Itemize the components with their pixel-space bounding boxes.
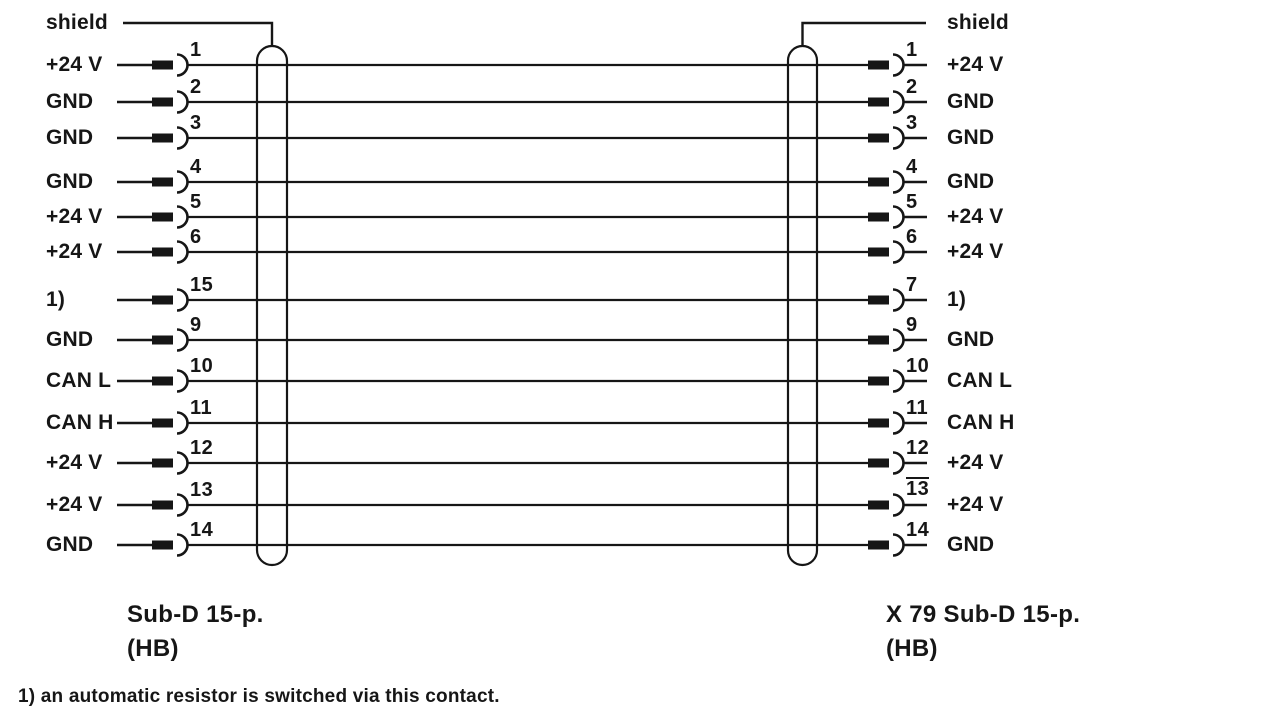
pin-label-right: GND [947, 533, 995, 556]
left-contact-crimp [152, 336, 173, 345]
right-contact-crimp [868, 501, 889, 510]
pin-number-right: 14 [906, 519, 930, 541]
right-contact-crimp [868, 336, 889, 345]
pin-label-right: GND [947, 90, 995, 113]
pin-label-left: GND [46, 328, 94, 351]
pin-number-right: 9 [906, 314, 918, 336]
pin-number-left: 11 [190, 397, 213, 419]
left-contact-crimp [152, 459, 173, 468]
pin-number-left: 13 [190, 479, 214, 501]
pin-number-right: 5 [906, 191, 918, 213]
right-contact-crimp [868, 178, 889, 187]
right-contact-socket [893, 413, 904, 434]
right-contact-socket [893, 128, 904, 149]
left-connector-type: (HB) [127, 635, 179, 662]
pin-label-left: GND [46, 126, 94, 149]
pin-label-left: +24 V [46, 493, 103, 516]
pin-label-right: GND [947, 126, 995, 149]
right-contact-crimp [868, 213, 889, 222]
pin-number-left: 2 [190, 76, 202, 98]
pin-number-right: 13 [906, 478, 930, 500]
right-contact-socket [893, 453, 904, 474]
pin-number-right: 4 [906, 156, 918, 178]
pin-number-left: 10 [190, 355, 214, 377]
right-contact-socket [893, 92, 904, 113]
pin-label-left: CAN L [46, 369, 112, 392]
left-contact-crimp [152, 377, 173, 386]
right-contact-crimp [868, 98, 889, 107]
pin-number-left: 6 [190, 226, 202, 248]
left-contact-socket [177, 172, 188, 193]
pin-number-right: 2 [906, 76, 918, 98]
left-contact-socket [177, 92, 188, 113]
pin-label-right: CAN L [947, 369, 1013, 392]
pin-label-right: +24 V [947, 53, 1004, 76]
left-contact-socket [177, 330, 188, 351]
shield-label-right: shield [947, 11, 1009, 34]
left-contact-crimp [152, 98, 173, 107]
pin-number-right: 10 [906, 355, 930, 377]
pin-number-right: 1 [906, 39, 918, 61]
pin-label-left: GND [46, 90, 94, 113]
left-contact-socket [177, 495, 188, 516]
right-connector-caption [886, 598, 1080, 666]
pin-label-left: GND [46, 533, 94, 556]
pin-number-left: 4 [190, 156, 202, 178]
pin-number-right: 12 [906, 437, 930, 459]
pin-label-right: +24 V [947, 240, 1004, 263]
pin-label-left: GND [46, 170, 94, 193]
left-contact-crimp [152, 248, 173, 257]
pin-label-left: +24 V [46, 53, 103, 76]
left-contact-socket [177, 207, 188, 228]
pin-label-left: +24 V [46, 240, 103, 263]
right-connector-name: X 79 Sub-D 15-p. [886, 601, 1081, 628]
right-contact-crimp [868, 248, 889, 257]
left-contact-socket [177, 413, 188, 434]
left-contact-socket [177, 371, 188, 392]
right-contact-crimp [868, 419, 889, 428]
shield-label-left: shield [46, 11, 108, 34]
right-contact-crimp [868, 61, 889, 70]
footnote: 1) an automatic resistor is switched via this contact. [18, 686, 500, 707]
pin-label-right: +24 V [947, 205, 1004, 228]
right-contact-socket [893, 207, 904, 228]
left-contact-crimp [152, 296, 173, 305]
left-contact-socket [177, 55, 188, 76]
right-contact-crimp [868, 134, 889, 143]
right-contact-socket [893, 55, 904, 76]
right-connector-type: (HB) [886, 635, 938, 662]
pin-number-right: 6 [906, 226, 918, 248]
right-contact-socket [893, 290, 904, 311]
pin-number-left: 5 [190, 191, 202, 213]
pin-label-right: +24 V [947, 451, 1004, 474]
pin-label-right: CAN H [947, 411, 1015, 434]
pin-number-left: 3 [190, 112, 202, 134]
left-connector-caption [127, 598, 264, 666]
left-contact-crimp [152, 134, 173, 143]
right-contact-crimp [868, 541, 889, 550]
left-connector-name: Sub-D 15-p. [127, 601, 264, 628]
left-contact-crimp [152, 541, 173, 550]
pin-label-left: CAN H [46, 411, 114, 434]
right-contact-socket [893, 172, 904, 193]
right-contact-crimp [868, 377, 889, 386]
cable-shield-right [788, 46, 817, 565]
left-contact-crimp [152, 61, 173, 70]
left-contact-crimp [152, 178, 173, 187]
pin-label-right: 1) [947, 288, 967, 311]
pin-number-right: 3 [906, 112, 918, 134]
pin-number-left: 1 [190, 39, 202, 61]
pin-label-left: 1) [46, 288, 66, 311]
left-contact-socket [177, 535, 188, 556]
pin-label-right: GND [947, 328, 995, 351]
left-contact-socket [177, 128, 188, 149]
pin-label-left: +24 V [46, 205, 103, 228]
right-contact-socket [893, 242, 904, 263]
left-contact-socket [177, 290, 188, 311]
pin-number-left: 15 [190, 274, 214, 296]
right-contact-crimp [868, 459, 889, 468]
pin-number-right: 7 [906, 274, 918, 296]
left-contact-crimp [152, 501, 173, 510]
right-contact-socket [893, 371, 904, 392]
left-contact-crimp [152, 419, 173, 428]
right-contact-crimp [868, 296, 889, 305]
pin-number-left: 9 [190, 314, 202, 336]
right-contact-socket [893, 330, 904, 351]
left-contact-socket [177, 242, 188, 263]
left-contact-socket [177, 453, 188, 474]
left-contact-crimp [152, 213, 173, 222]
right-contact-socket [893, 495, 904, 516]
right-contact-socket [893, 535, 904, 556]
pin-label-right: +24 V [947, 493, 1004, 516]
pin-number-right: 11 [906, 397, 929, 419]
cable-shield-left [257, 46, 287, 565]
pin-number-left: 12 [190, 437, 214, 459]
pin-label-right: GND [947, 170, 995, 193]
pin-label-left: +24 V [46, 451, 103, 474]
pin-number-left: 14 [190, 519, 214, 541]
